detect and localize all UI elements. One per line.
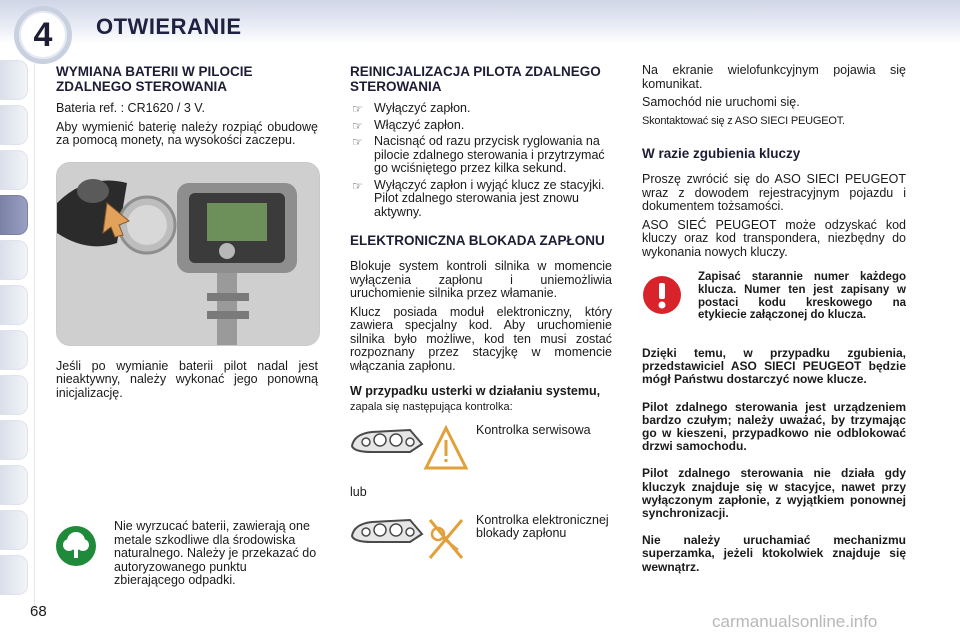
step-item: ☞ Wyłączyć zapłon. [352, 101, 471, 116]
alert-text: Zapisać starannie numer każdego klucza. Numer ten jest zapisany w postaci kodu kreskowego na etykiecie załączonej do klucza. [698, 271, 906, 322]
chapter-tab-7[interactable] [0, 330, 28, 370]
battery-heading: WYMIANA BATERII W PILOCIE ZDALNEGO STEROWANIA [56, 64, 253, 94]
immobiliser-heading: ELEKTRONICZNA BLOKADA ZAPŁONU [350, 233, 605, 248]
deadlock-warning-text: Nie należy uruchamiać mechanizmu superzamka, jeżeli ktokolwiek znajduje się wewnątrz. [642, 533, 906, 574]
no-start-text: Samochód nie uruchomi się. [642, 95, 800, 109]
page-title: OTWIERANIE [96, 14, 242, 39]
key-number-alert [642, 271, 906, 337]
key-battery-photo [56, 162, 320, 346]
pointing-hand-icon: ☞ [352, 135, 363, 149]
dealer-new-keys-text: Dzięki temu, w przypadku zgubienia, przedstawiciel ASO SIECI PEUGEOT będzie mógł Państwu dostarczyć nowe klucze. [642, 346, 906, 387]
remote-sensitive-text: Pilot zdalnego sterowania jest urządzeniem bardzo czułym; należy uważać, by trzymając go w kieszeni, przypadkowo nie odblokować drzwi samochodu. [642, 399, 906, 454]
eco-text: Nie wyrzucać baterii, zawierają one metale szkodliwe dla środowiska naturalnego. Należy je przekazać do autoryzowanego punktu zbierającego odpadki. [114, 519, 317, 587]
chapter-tab-12[interactable] [0, 555, 28, 595]
step-item: ☞ Wyłączyć zapłon i wyjąć klucz ze stacyjki. Pilot zdalnego sterowania jest znowu aktywny. [352, 177, 605, 219]
chapter-tabs [0, 60, 34, 620]
immobiliser-para1: Blokuje system kontroli silnika w momencie wyłączenia zapłonu i uniemożliwia uruchomienie silnika przez włamanie. [350, 259, 612, 300]
contact-dealer-text: Skontaktować się z ASO SIECI PEUGEOT. [642, 114, 845, 127]
service-warning-label: Kontrolka serwisowa [476, 423, 591, 437]
dashboard-key-warning-graphic [350, 514, 470, 564]
pointing-hand-icon: ☞ [352, 178, 363, 193]
fault-text: W przypadku usterki w działaniu systemu, zapala się następująca kontrolka: [350, 384, 601, 413]
chapter-tab-2[interactable] [0, 105, 28, 145]
lost-keys-para1: Proszę zwrócić się do ASO SIECI PEUGEOT wraz z dowodem rejestracyjnym pojazdu i dokumentem tożsamości. [642, 172, 906, 213]
or-text: lub [350, 485, 367, 499]
side-divider [34, 62, 35, 617]
chapter-tab-3[interactable] [0, 150, 28, 190]
immobiliser-para2: Klucz posiada moduł elektroniczny, który zawiera specjalny kod. Aby uruchomienie silnika było możliwe, kod ten musi zostać rozpoznany przez stacyjkę w momencie włączania zapłonu. [350, 304, 612, 373]
screen-message-text: Na ekranie wielofunkcyjnym pojawia się komunikat. [642, 63, 906, 91]
service-warning-row [350, 424, 612, 476]
chapter-tab-11[interactable] [0, 510, 28, 550]
chapter-tab-8[interactable] [0, 375, 28, 415]
column-reinit [350, 64, 612, 572]
key-battery-illustration [57, 163, 319, 345]
battery-instructions: Aby wymienić baterię należy rozpiąć obudowę za pomocą monety, na wysokości zaczepu. [56, 119, 318, 147]
reinit-steps [350, 102, 612, 219]
chapter-tab-5[interactable] [0, 240, 28, 280]
reinit-heading: REINICJALIZACJA PILOTA ZDALNEGO STEROWANIA [350, 64, 601, 94]
immobiliser-warning-row [350, 514, 612, 566]
remote-ignition-text: Pilot zdalnego sterowania nie działa gdy kluczyk znajduje się w stacyjce, nawet przy wyłączonym zapłonie, z wyjątkiem ponownej synchronizacji. [642, 466, 906, 521]
chapter-tab-1[interactable] [0, 60, 28, 100]
step-item: ☞ Nacisnąć od razu przycisk ryglowania na pilocie zdalnego sterowania i przytrzymać go wciśniętego przez kilka sekund. [352, 134, 605, 175]
step-item: ☞ Włączyć zapłon. [352, 117, 465, 133]
chapter-tab-10[interactable] [0, 465, 28, 505]
recycle-tree-icon [56, 526, 96, 566]
dashboard-warning-graphic [350, 424, 470, 474]
lost-keys-para2: ASO SIEĆ PEUGEOT może odzyskać kod kluczy oraz kod transpondera, niezbędny do wykonania nowych kluczy. [642, 217, 906, 259]
pointing-hand-icon: ☞ [352, 102, 363, 116]
exclamation-icon [642, 275, 682, 315]
chapter-tab-6[interactable] [0, 285, 28, 325]
chapter-tab-9[interactable] [0, 420, 28, 460]
column-battery [56, 64, 318, 405]
lost-keys-heading: W razie zgubienia kluczy [642, 146, 801, 161]
reinit-note: Jeśli po wymianie baterii pilot nadal jest nieaktywny, należy wykonać jego ponowną inicjalizację. [56, 358, 318, 400]
pointing-hand-icon: ☞ [352, 118, 363, 133]
column-lost-keys [642, 64, 906, 579]
watermark: carmanualsonline.info [712, 612, 878, 631]
chapter-number-badge: 4 [14, 6, 72, 64]
immobiliser-warning-label: Kontrolka elektronicznej blokady zapłonu [476, 512, 609, 540]
page-number: 68 [30, 603, 47, 620]
battery-ref: Bateria ref. : CR1620 / 3 V. [56, 101, 205, 115]
eco-notice [56, 520, 318, 600]
chapter-tab-4[interactable] [0, 195, 28, 235]
